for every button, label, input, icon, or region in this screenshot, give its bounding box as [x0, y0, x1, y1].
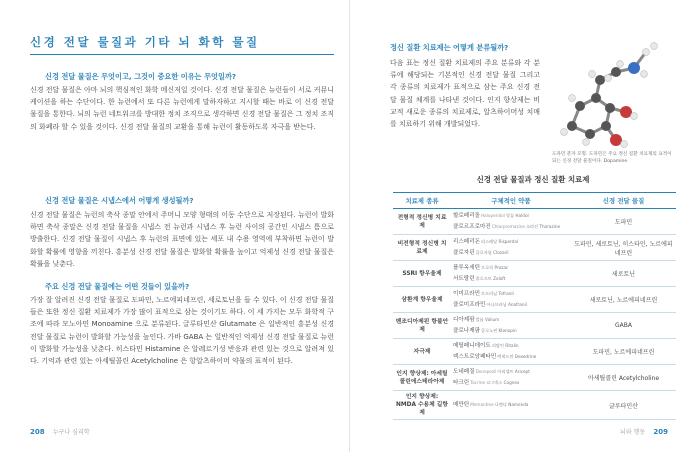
- medication-brand-name: 클로자릴 Clozaril: [475, 249, 509, 255]
- medication-item: [453, 378, 569, 389]
- medication-latin-name: Donepezil: [475, 369, 497, 374]
- page-gutter: [349, 0, 350, 452]
- medication-name: 클로자핀: [453, 249, 475, 256]
- drug-table: [393, 192, 676, 420]
- medication-brand-name: 할돌 Haldol: [505, 213, 529, 218]
- table-row: [393, 261, 676, 287]
- chapter-title: 신경 전달 물질과 기타 뇌 화학 물질: [30, 35, 260, 49]
- medications-cell: [451, 339, 571, 365]
- section-question: 신경 전달 물질은 시냅스에서 어떻게 생성될까?: [45, 196, 194, 205]
- medication-name: 리스페리돈: [453, 239, 481, 245]
- section-question: 주요 신경 전달 물질에는 어떤 것들이 있을까?: [45, 282, 190, 291]
- section-question: 정신 질환 치료제는 어떻게 분류될까?: [390, 43, 509, 52]
- medication-brand-name: 소라진 Thorazine: [525, 223, 561, 229]
- medication-name: 이미프라민: [453, 291, 481, 297]
- medication-brand-name: 리스페달 Risperdal: [481, 239, 519, 244]
- table-row: [393, 235, 676, 261]
- dopamine-molecule-image: [550, 28, 676, 148]
- table-row: [393, 339, 676, 365]
- neurotransmitter-cell: 세로토닌, 노르에피네프린: [571, 287, 676, 313]
- medications-cell: [451, 365, 571, 391]
- drug-table-body: [393, 209, 676, 420]
- drug-class-cell: 인지 향상제: 아세틸콜린에스테라아제: [393, 365, 451, 391]
- section-paragraph: 가장 잘 알려진 신경 전달 물질로 도파민, 노르에피네프린, 세로토닌을 들 수 있다. 이 신경 전달 물질들은 또한 정신 질환 치료제가 가장 많이 표적으로 삼는 것이기도 하다. 이 세 가지는 모두 화학적 구조에 따라 모노아민 Monoamine 으로 분류된다. 글루타민산 Glutamate 은 일반적인 흥분성 신경 전달 물질로 뉴런이 발화할 가능성을 높인다. 가바 GABA 는 일반적인 억제성 신경 전달 물질로 뉴런이 발화할 가능성을 낮춘다. 히스타민 Histamine 은 알레르기성 반응과 관련 있는 것으로 알려져 있다. 기억과 관련 있는 아세틸콜린 Acetylcholine 은 항알츠하이머 약물의 표적이 된다.: [30, 296, 334, 366]
- medication-item: [453, 400, 569, 411]
- section-body: [30, 294, 334, 367]
- table-row: [393, 391, 676, 420]
- medication-name: 덱스트로암페타민: [453, 353, 497, 360]
- column-header: 신경 전달 물질: [571, 193, 676, 209]
- neurotransmitter-cell: 도파민: [571, 209, 676, 235]
- table-title: 신경 전달 물질과 정신 질환 치료제: [476, 175, 590, 184]
- medications-cell: [451, 287, 571, 313]
- right-page-footer: [620, 427, 668, 436]
- column-header: 구체적인 약품: [451, 193, 571, 209]
- medication-latin-name: Chlorpromazine: [491, 223, 525, 229]
- medication-brand-name: 코그넥스 Cognex: [486, 379, 520, 385]
- medication-item: [453, 289, 569, 300]
- drug-class-cell: 자극제: [393, 339, 451, 365]
- medications-cell: [451, 209, 571, 235]
- table-row: [393, 287, 676, 313]
- section-paragraph: 신경 전달 물질은 아마 뇌의 핵심적인 화학 메신저일 것이다. 신경 전달 물질은 뉴런들이 서로 커뮤니케이션을 하는 수단이다. 한 뉴런에서 또 다른 뉴런에게 말하자하고 지시할 때는 바로 이 신경 전달 물질을 통한다. 뇌의 뉴런 네트워크를 방대한 정치 조직으로 생각하면 신경 전달 물질은 그 정치 조직의 화폐라 할 수 있을 것이다. 신경 전달 물질의 교환을 통해 뉴런이 활동하도록 자극을 받는다.: [30, 86, 334, 131]
- table-header-row: [393, 193, 676, 209]
- medication-item: [453, 326, 569, 337]
- medication-name: 메만틴: [453, 401, 470, 408]
- medications-cell: [451, 261, 571, 287]
- table-row: [393, 313, 676, 339]
- running-head: 뇌와 행동: [620, 429, 646, 436]
- medications-cell: [451, 313, 571, 339]
- medication-name: 플루옥세틴: [453, 265, 481, 271]
- chapter-title-rule: [30, 54, 334, 55]
- medication-item: [453, 315, 569, 326]
- medication-brand-name: 프로작 Prozac: [481, 265, 509, 270]
- neurotransmitter-cell: 도파민, 세로토닌, 히스타민, 노르에피네프린: [571, 235, 676, 261]
- medication-brand-name: 아리셉트 Aricept: [497, 369, 530, 374]
- medications-cell: [451, 235, 571, 261]
- drug-class-cell: SSRI 항우울제: [393, 261, 451, 287]
- neurotransmitter-cell: 글루타민산: [571, 391, 676, 420]
- neurotransmitter-cell: 아세틸콜린 Acetylcholine: [571, 365, 676, 391]
- page-number: 208: [30, 428, 45, 436]
- medication-item: [453, 352, 569, 363]
- drug-class-cell: 인지 향상제: NMDA 수용체 길항제: [393, 391, 451, 420]
- medication-item: [453, 263, 569, 274]
- medication-latin-name: Memantine: [470, 401, 494, 407]
- medication-brand-name: 졸로프트 Zoloft: [475, 275, 506, 281]
- running-head: 누구나 심리학: [52, 429, 90, 436]
- page-number: 209: [653, 428, 668, 436]
- neurotransmitter-cell: 도파민, 노르에피네프린: [571, 339, 676, 365]
- medication-name: 타크린: [453, 379, 470, 386]
- section-paragraph: 다음 표는 정신 질환 치료제의 주요 분류와 각 분류에 해당되는 기본적인 신경 전달 물질 그리고 각 종류의 치료제가 표적으로 삼는 주요 신경 전달 물질 체계를 나타낸 것이다. 인지 향상제는 비교적 새로운 종류의 치료제로, 알츠하이머성 치매를 치료하기 위해 개발되었다.: [390, 59, 540, 129]
- medication-name: 디아제팜: [453, 317, 475, 323]
- section-paragraph: 신경 전달 물질은 뉴런의 축삭 종말 안에서 주머니 모양 형태의 이동 수단으로 저장된다. 뉴런이 발화하면 축삭 종말은 신경 전달 물질을 시냅스 전 뉴런과 시냅스 후 뉴런 사이의 공간인 시냅스 틈으로 방출한다. 신경 전달 물질이 시냅스 후 뉴런의 표면에 있는 세포 내 수용 영역에 부착하면 뉴런이 발화할 확률에 영향을 끼친다. 흥분성 신경 전달 물질은 발화할 확률을 높이고 억제성 신경 전달 물질은 확률을 낮춘다.: [30, 211, 334, 268]
- medication-brand-name: 토프라닐 Tofranil: [481, 291, 514, 296]
- medication-item: [453, 222, 569, 233]
- medication-name: 클로르프로마진: [453, 223, 491, 230]
- drug-class-cell: 삼환계 항우울제: [393, 287, 451, 313]
- image-caption: 도파민 분자 모형. 도파민은 주요 정신 질환 치료제의 표적이 되는 신경 전달 물질이다. Dopamine: [552, 152, 672, 164]
- drug-class-cell: 벤조디아제핀 항불안제: [393, 313, 451, 339]
- drug-class-cell: 전형적 정신병 치료제: [393, 209, 451, 235]
- medication-brand-name: 나멘다 Namenda: [494, 401, 529, 407]
- medication-item: [453, 274, 569, 285]
- drug-class-cell: 비전형적 정신병 치료제: [393, 235, 451, 261]
- medication-item: [453, 237, 569, 248]
- left-page-footer: [30, 427, 90, 436]
- section-body: [30, 84, 334, 133]
- medication-name: 할로페리돌: [453, 213, 481, 219]
- medication-brand-name: 리탈린 Ritalin: [491, 343, 519, 348]
- table-row: [393, 209, 676, 235]
- medication-name: 메틸페니데이트: [453, 343, 491, 349]
- medication-brand-name: 클로노핀 Klonopin: [481, 327, 517, 333]
- medication-name: 도네페질: [453, 369, 475, 375]
- medications-cell: [451, 391, 571, 420]
- medication-brand-name: 아나프라닐 Anafranil: [486, 301, 527, 307]
- medication-brand-name: 덱세드린 Dexedrine: [497, 353, 537, 359]
- medication-latin-name: Tacrine: [470, 379, 486, 385]
- medication-brand-name: 발륨 Valium: [475, 317, 500, 322]
- medication-item: [453, 211, 569, 222]
- medication-item: [453, 300, 569, 311]
- medication-item: [453, 367, 569, 378]
- section-body: [30, 209, 334, 270]
- section-body: [390, 57, 540, 130]
- medication-name: 서트랄린: [453, 275, 475, 282]
- section-question: 신경 전달 물질은 무엇이고, 그것이 중요한 이유는 무엇일까?: [45, 72, 237, 81]
- medication-item: [453, 341, 569, 352]
- medication-name: 클로미프라민: [453, 301, 486, 308]
- medication-latin-name: Haloperidol: [481, 213, 505, 218]
- medication-name: 클로나제팜: [453, 327, 481, 334]
- neurotransmitter-cell: GABA: [571, 313, 676, 339]
- neurotransmitter-cell: 세로토닌: [571, 261, 676, 287]
- table-row: [393, 365, 676, 391]
- column-header: 치료제 종류: [393, 193, 451, 209]
- medication-item: [453, 248, 569, 259]
